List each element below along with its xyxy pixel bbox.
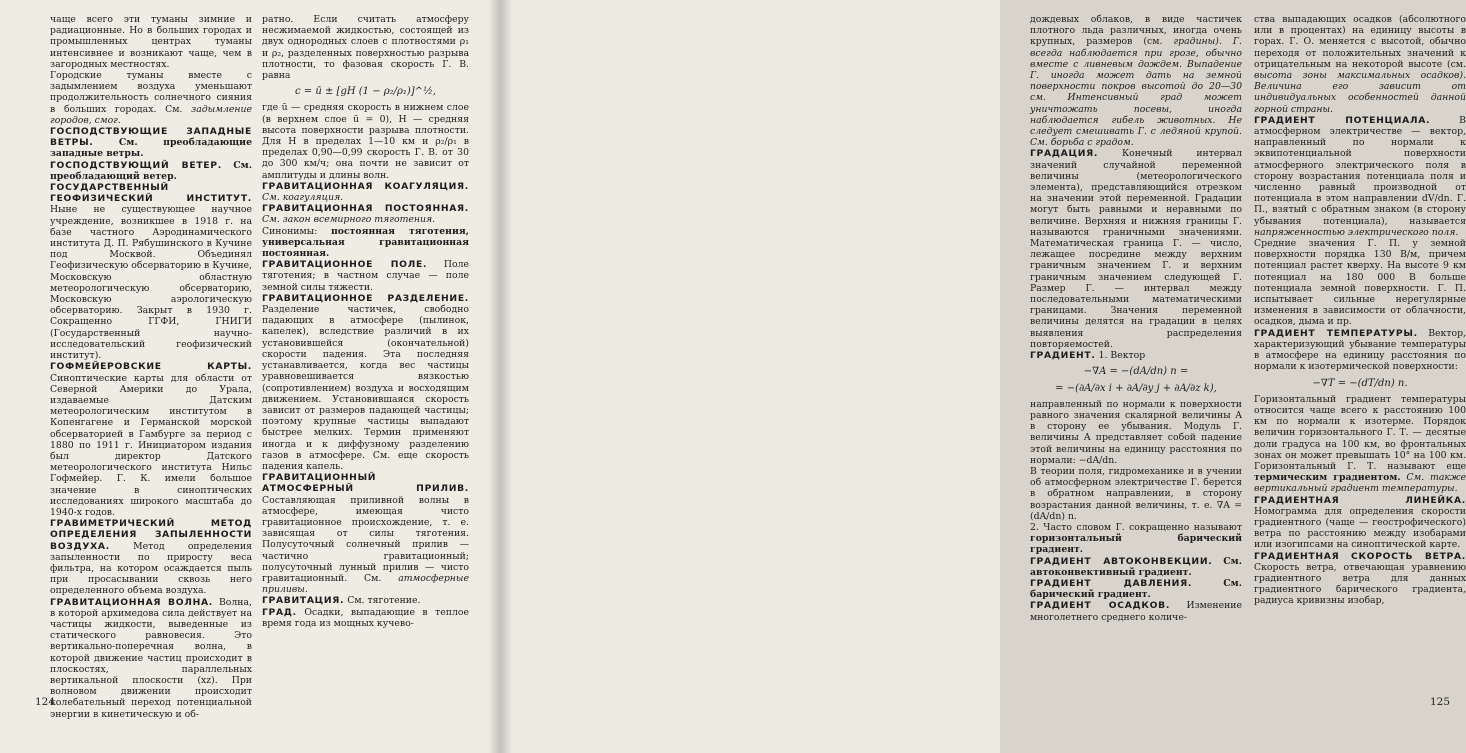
entry-text: Синоптические карты для области от Северной Америки до Урала, издаваемые Датским метеорологическим институтом в Копенгагене и Германской морской обсерваторией в Гамбурге за период с 1880 по 1911 г. Инициатором издания был директор Датского метеорологического института Нильс Гофмейер. Г. К. имели большое значение в синоптических исследованиях широкого масштаба до 1940-х годов.: [50, 372, 252, 518]
entry-headword: ГРАДИЕНТ.: [1030, 350, 1096, 362]
entry-headword: ГРАДИЕНТ ДАВЛЕНИЯ.: [1030, 577, 1193, 589]
text-paragraph: [1030, 522, 1242, 556]
entry-headword: ГРАДИЕНТНАЯ ЛИНЕЙКА.: [1254, 494, 1466, 506]
entry-italic-text: высота зоны максимальных осадков). Величина его зависит от индивидуальных особенностей данной горной страны.: [1254, 70, 1466, 115]
dictionary-entry: [50, 518, 252, 596]
right-page: [500, 0, 1466, 753]
entry-headword: ГРАДИЕНТ ОСАДКОВ.: [1030, 600, 1171, 612]
page-number-right: 125: [1430, 696, 1451, 708]
entry-headword: ГОСПОДСТВУЮЩИЕ ЗАПАДНЫЕ ВЕТРЫ.: [50, 126, 252, 149]
entry-italic-text: задымление городов, смог.: [50, 103, 252, 126]
formula: −∇A = −(dA/dn) n =: [1083, 366, 1189, 378]
entry-text: направленный по нормали к поверхности равного значения скалярной величины A в сторону ее убывания. Модуль Г. величины A представляет собой падение этой величины на единицу расстояния по нормали: −dA/dn.: [1030, 398, 1242, 466]
entry-headword: ГРАДИЕНТНАЯ СКОРОСТЬ ВЕТРА.: [1254, 550, 1466, 562]
entry-text: где ū — средняя скорость в нижнем слое (в верхнем слое ū = 0), H — средняя высота поверхности разрыва плотности. Для H в пределах 1—10 км и ρ₂/ρ₁ в пределах 0,90—0,99 скорость Г. В. от 30 до 300 км/ч; она почти не зависит от амплитуды и длины волн.: [262, 102, 469, 181]
entry-italic-text: См. коагуляция.: [262, 192, 344, 204]
entry-bold-text: См. преобладающий ветер.: [50, 159, 252, 182]
entry-text: В теории поля, гидромеханике и в учении об атмосферном электричестве Г. берется в обратном направлении, в сторону возрастания данной величины, т. е. ∇A = (dA/dn) n.: [1030, 465, 1242, 522]
text-paragraph: [262, 102, 469, 180]
dictionary-entry: [50, 597, 252, 720]
dictionary-entry: [262, 293, 469, 472]
entry-bold-text: термическим градиентом.: [1254, 472, 1401, 484]
left-page-column-1: [50, 14, 252, 720]
text-paragraph: [1030, 466, 1242, 522]
entry-headword: ГРАВИТАЦИОННАЯ ВОЛНА.: [50, 596, 213, 608]
text-paragraph: [50, 70, 252, 126]
entry-headword: ГРАВИТАЦИОННАЯ ПОСТОЯННАЯ.: [262, 203, 469, 215]
page-number-left: 124: [35, 696, 56, 708]
entry-bold-text: горизонтальный барический градиент.: [1030, 533, 1242, 556]
entry-headword: ГОСПОДСТВУЮЩИЙ ВЕТЕР.: [50, 159, 222, 171]
entry-headword: ГОФМЕЙЕРОВСКИЕ КАРТЫ.: [50, 361, 252, 373]
entry-text: Ныне не существующее научное учреждение, возникшее в 1918 г. на базе частного Аэродинамического института Д. П. Рябушинского в Кучине под Москвой. Объединял Геофизическую обсерваторию в Кучине, Московскую областную метеорологическую обсерваторию, Московскую аэрологическую обсерваторию. Закрыт в 1930 г. Сокращенно ГГФИ, ГНИГИ (Государственный научно-исследовательский геофизический институт).: [50, 204, 252, 362]
dictionary-entry: [50, 160, 252, 182]
entry-text: Номограмма для определения скорости градиентного (чаще — геострофического) ветра по расстоянию между изобарами или изогипсами на синоптической карте.: [1254, 505, 1466, 551]
dictionary-entry: [1030, 556, 1242, 578]
entry-headword: ГРАВИМЕТРИЧЕСКИЙ МЕТОД ОПРЕДЕЛЕНИЯ ЗАПЫЛЕННОСТИ ВОЗДУХА.: [50, 518, 252, 552]
text-paragraph: [50, 14, 252, 70]
entry-headword: ГРАДИЕНТ АВТОКОНВЕКЦИИ.: [1030, 555, 1213, 567]
entry-text: Конечный интервал значений случайной переменной величины (метеорологического элемента), представляющийся отрезком на значении этой переменной. Градации могут быть равными и неравными по величине. Верхняя и нижняя границы Г. называются граничными значениями. Математическая граница Г. — число, лежащее посредине между верхним граничным значением Г. и верхним граничным значением следующей Г. Размер Г. — интервал между последовательными математическими границами. Значения переменной величины делятся на градации в целях выявления распределения повторяемостей.: [1030, 148, 1242, 350]
entry-bold-text: постоянная тяготения, универсальная гравитационная постоянная.: [262, 225, 469, 260]
entry-text: Составляющая приливной волны в атмосфере, имеющая чисто гравитационное происхождение, т. е. зависящая от силы тяготения. Полусуточный солнечный прилив — частично гравитационный; полусуточный лунный прилив — чисто гравитационный. См.: [262, 494, 469, 584]
formula: = −(∂A/∂x i + ∂A/∂y j + ∂A/∂z k),: [1055, 382, 1217, 394]
text-paragraph: [262, 14, 469, 81]
entry-text: Горизонтальный градиент температуры относится чаще всего к расстоянию 100 км по нормали к изотерме. Порядок величин горизонтального Г. Т. — десятые доли градуса на 100 км, во фронтальных зонах он может превышать 10° на 100 км. Горизонтальный Г. Т. называют еще: [1254, 393, 1466, 472]
entry-bold-text: См. преобладающие западные ветры.: [50, 137, 252, 160]
dictionary-entry: [262, 607, 469, 629]
entry-text: Осадки, выпадающие в теплое время года из мощных кучево-: [262, 606, 469, 629]
entry-text: В атмосферном электричестве — вектор, направленный по нормали к эквипотенциальной поверхности атмосферного электрического поля в сторону возрастания потенциала поля и численно равный производной от потенциала в этом направлении dV/dn. Г. П., взятый с обратным знаком (в сторону убывания потенциала), называется: [1254, 114, 1466, 227]
entry-headword: ГРАДИЕНТ ТЕМПЕРАТУРЫ.: [1254, 327, 1418, 339]
dictionary-entry: [1030, 578, 1242, 600]
entry-text: Вектор, характеризующий убывание температуры в атмосфере на единицу расстояния по нормали к изотермической поверхности:: [1254, 327, 1466, 373]
entry-italic-text: атмосферные приливы.: [262, 572, 469, 596]
entry-text: Изменение многолетнего среднего количе-: [1030, 600, 1242, 623]
dictionary-entry: [262, 203, 469, 225]
left-page: [0, 0, 500, 753]
entry-headword: ГРАДИЕНТ ПОТЕНЦИАЛА.: [1254, 114, 1431, 126]
entry-italic-text: напряженностью электрического поля.: [1254, 226, 1459, 238]
entry-bold-text: См. барический градиент.: [1030, 577, 1242, 601]
right-page-column-1: [1030, 14, 1242, 704]
entry-text: чаще всего эти туманы зимние и радиационные. Но в больших городах и промышленных центрах туманы интенсивнее и возникают чаще, чем в загородных местностях.: [50, 14, 252, 70]
entry-text: ратно. Если считать атмосферу несжимаемой жидкостью, состоящей из двух однородных слоев с плотностями ρ₁ и ρ₂, разделенных поверхностью разрыва плотности, то фазовая скорость Г. В. равна: [262, 14, 469, 82]
dictionary-entry: [50, 126, 252, 160]
entry-text: Волна, в которой архимедова сила действует на частицы жидкости, выведенные из статического равновесия. Это вертикально-поперечная волна, в которой движение частиц происходит в плоскостях, параллельных вертикальной плоскости (xz). При волновом движении происходит колебательный переход потенциальной энергии в кинетическую и об-: [50, 596, 252, 720]
entry-text: 2. Часто словом Г. сокращенно называют: [1030, 521, 1242, 533]
entry-text: 1. Вектор: [1098, 350, 1146, 362]
entry-bold-text: См. автоконвективный градиент.: [1030, 555, 1242, 578]
entry-text: Городские туманы вместе с задымлением воздуха уменьшают продолжительность солнечного сияния в больших городах. См.: [50, 70, 252, 115]
entry-headword: ГРАД.: [262, 606, 297, 618]
dictionary-entry: [50, 182, 252, 361]
dictionary-entry: [262, 595, 469, 606]
entry-headword: ГОСУДАРСТВЕННЫЙ ГЕОФИЗИЧЕСКИЙ ИНСТИТУТ.: [50, 182, 252, 205]
dictionary-entry: [1254, 328, 1466, 373]
dictionary-entry: [1254, 495, 1466, 551]
entry-headword: ГРАВИТАЦИОННЫЙ АТМОСФЕРНЫЙ ПРИЛИВ.: [262, 472, 469, 495]
dictionary-entry: [1254, 115, 1466, 238]
text-paragraph: [1030, 399, 1242, 466]
entry-headword: ГРАДАЦИЯ.: [1030, 148, 1099, 160]
formula: c = ū ± [gH (1 − ρ₂/ρ₁)]^½,: [295, 86, 436, 98]
entry-text: Скорость ветра, отвечающая уравнению градиентного ветра для данных градиентного барического градиента, радиуса кривизны изобар,: [1254, 561, 1466, 607]
dictionary-entry: [1030, 148, 1242, 350]
entry-text: ства выпадающих осадков (абсолютного или в процентах) на единицу высоты в горах. Г. О. меняется с высотой, обычно переходя от положительных значений к отрицательным на некоторой высоте (см.: [1254, 14, 1466, 70]
text-paragraph: [1254, 394, 1466, 495]
entry-headword: ГРАВИТАЦИОННОЕ РАЗДЕЛЕНИЕ.: [262, 292, 469, 304]
entry-tail-text: См. также вертикальный градиент температуры.: [1254, 472, 1466, 495]
entry-headword: ГРАВИТАЦИОННОЕ ПОЛЕ.: [262, 259, 428, 271]
entry-text: Синонимы:: [262, 225, 318, 237]
text-paragraph: [1254, 238, 1466, 328]
entry-italic-text: градины). Г. всегда наблюдается при грозе, обычно вместе с ливневым дождем. Выпадение Г. иногда может дать на земной поверхности покров высотой до 20—30 см. Интенсивный град может уничтожать посевы, иногда наблюдается гибель животных. Не следует смешивать Г. с ледяной крупой. См. борьба с градом.: [1030, 36, 1242, 149]
dictionary-entry: [262, 472, 469, 595]
text-paragraph: [1030, 14, 1242, 148]
dictionary-entry: [1030, 350, 1242, 361]
entry-text: Разделение частичек, свободно падающих в атмосфере (пылинок, капелек), вследствие различий в их установившейся (окончательной) скорости падения. Эта последняя устанавливается, когда вес частицы уравновешивается вязкостью (сопротивлением) воздуха и восходящим движением. Установившаяся скорость зависит от размеров падающей частицы; поэтому крупные частицы выпадают быстрее мелких. Термин применяют иногда и к диффузному разделению газов в атмосфере. См. еще скорость падения капель.: [262, 304, 469, 472]
dictionary-entry: [50, 361, 252, 518]
left-page-column-2: [262, 14, 469, 704]
entry-headword: ГРАВИТАЦИОННАЯ КОАГУЛЯЦИЯ.: [262, 180, 469, 192]
dictionary-entry: [262, 181, 469, 203]
right-page-column-2: [1254, 14, 1466, 704]
dictionary-entry: [1254, 551, 1466, 607]
entry-italic-text: См. закон всемирного тяготения.: [262, 214, 436, 226]
entry-text: См. тяготение.: [347, 595, 421, 607]
dictionary-entry: [262, 259, 469, 293]
entry-headword: ГРАВИТАЦИЯ.: [262, 595, 345, 607]
entry-text: Средние значения Г. П. у земной поверхности порядка 130 В/м, причем потенциал растет кверху. На высоте 9 км потенциал на 180 000 В больше потенциала земной поверхности. Г. П. испытывает сильные нерегулярные изменения в зависимости от облачности, осадков, дыма и пр.: [1254, 238, 1466, 328]
text-paragraph: [262, 226, 469, 260]
book-gutter: [488, 0, 512, 753]
entry-text: дождевых облаков, в виде частичек плотного льда различных, иногда очень крупных, размеров (см.: [1030, 14, 1242, 48]
formula: −∇T = −(dT/dn) n.: [1312, 377, 1408, 389]
entry-text: Метод определения запыленности по приросту веса фильтра, на котором осаждается пыль при просасывании сквозь него определенного объема воздуха.: [50, 540, 252, 597]
text-paragraph: [1254, 14, 1466, 115]
entry-text: Поле тяготения; в частном случае — поле земной силы тяжести.: [262, 259, 469, 293]
dictionary-entry: [1030, 600, 1242, 622]
